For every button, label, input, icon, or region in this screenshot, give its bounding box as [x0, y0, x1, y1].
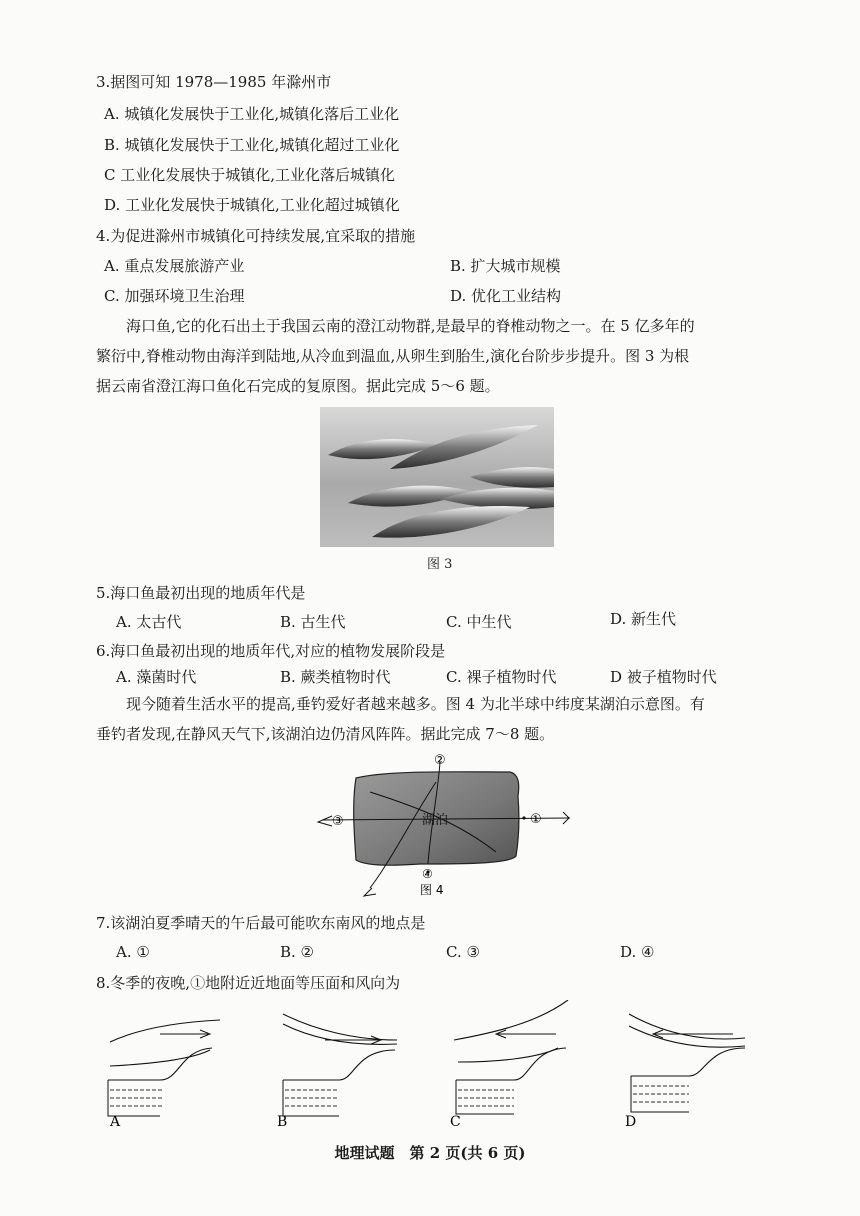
- q8-diagram-a: [100, 1010, 230, 1128]
- fig3-caption: 图 3: [427, 557, 453, 572]
- page-footer: 地理试题 第 2 页(共 6 页): [334, 1144, 526, 1162]
- q8-label-c: C: [450, 1114, 461, 1128]
- point-4-label: ④: [422, 867, 433, 881]
- q8-label-d: D: [625, 1114, 637, 1128]
- q6-option-a: A. 藻菌时代: [116, 668, 197, 686]
- passage1-line1: 海口鱼,它的化石出土于我国云南的澄江动物群,是最早的脊椎动物之一。在 5 亿多年的: [126, 317, 695, 335]
- q6-option-d: D 被子植物时代: [610, 668, 717, 686]
- fish-illustration: [320, 407, 554, 547]
- passage2-line2: 垂钓者发现,在静风天气下,该湖泊边仍清风阵阵。据此完成 7～8 题。: [96, 725, 555, 743]
- passage1-line3: 据云南省澄江海口鱼化石完成的复原图。据此完成 5～6 题。: [96, 377, 500, 395]
- q8-label-b: B: [277, 1114, 288, 1128]
- q3-stem: 3.据图可知 1978—1985 年滁州市: [96, 73, 332, 91]
- q7-option-b: B. ②: [280, 943, 315, 961]
- q4-option-c: C. 加强环境卫生治理: [104, 287, 245, 305]
- q4-stem: 4.为促进滁州市城镇化可持续发展,宜采取的措施: [96, 227, 416, 245]
- q8-diagram-d: [625, 1004, 755, 1128]
- q8-diagram-b: [275, 1010, 405, 1128]
- q8-stem: 8.冬季的夜晚,①地附近近地面等压面和风向为: [96, 974, 401, 992]
- q7-option-c: C. ③: [446, 943, 480, 961]
- point-3-label: ③: [332, 814, 344, 829]
- fig4-caption: 图 4: [420, 883, 444, 897]
- passage2-line1: 现今随着生活水平的提高,垂钓爱好者越来越多。图 4 为北半球中纬度某湖泊示意图。有: [126, 695, 705, 713]
- fig3-fish-image: [320, 407, 554, 547]
- q5-option-d: D. 新生代: [610, 610, 677, 628]
- q5-option-b: B. 古生代: [280, 613, 346, 631]
- q8-label-a: A: [110, 1114, 121, 1128]
- q4-option-b: B. 扩大城市规模: [450, 257, 561, 275]
- lake-label: 湖泊: [422, 813, 449, 828]
- passage1-line2: 繁衍中,脊椎动物由海洋到陆地,从冷血到温血,从卵生到胎生,演化台阶步步提升。图 3 为根: [96, 347, 690, 365]
- q7-option-d: D. ④: [620, 943, 655, 961]
- q3-option-a: A. 城镇化发展快于工业化,城镇化落后工业化: [104, 105, 400, 123]
- q3-option-b: B. 城镇化发展快于工业化,城镇化超过工业化: [104, 136, 400, 154]
- q7-option-a: A. ①: [116, 943, 150, 961]
- q5-stem: 5.海口鱼最初出现的地质年代是: [96, 584, 306, 602]
- q4-option-d: D. 优化工业结构: [450, 287, 562, 305]
- q3-option-d: D. 工业化发展快于城镇化,工业化超过城镇化: [104, 196, 400, 214]
- point-2-label: ②: [434, 753, 446, 768]
- q7-stem: 7.该湖泊夏季晴天的午后最可能吹东南风的地点是: [96, 914, 426, 932]
- q6-stem: 6.海口鱼最初出现的地质年代,对应的植物发展阶段是: [96, 642, 446, 660]
- q6-option-c: C. 裸子植物时代: [446, 668, 557, 686]
- q3-option-c: C 工业化发展快于城镇化,工业化落后城镇化: [104, 166, 396, 184]
- q5-option-c: C. 中生代: [446, 613, 512, 631]
- q6-option-b: B. 蕨类植物时代: [280, 668, 391, 686]
- fig4-lake-diagram: [310, 752, 580, 902]
- q4-option-a: A. 重点发展旅游产业: [104, 257, 245, 275]
- q8-diagram-c: [448, 1000, 578, 1128]
- q5-option-a: A. 太古代: [116, 613, 182, 631]
- point-1-label: ①: [530, 812, 542, 827]
